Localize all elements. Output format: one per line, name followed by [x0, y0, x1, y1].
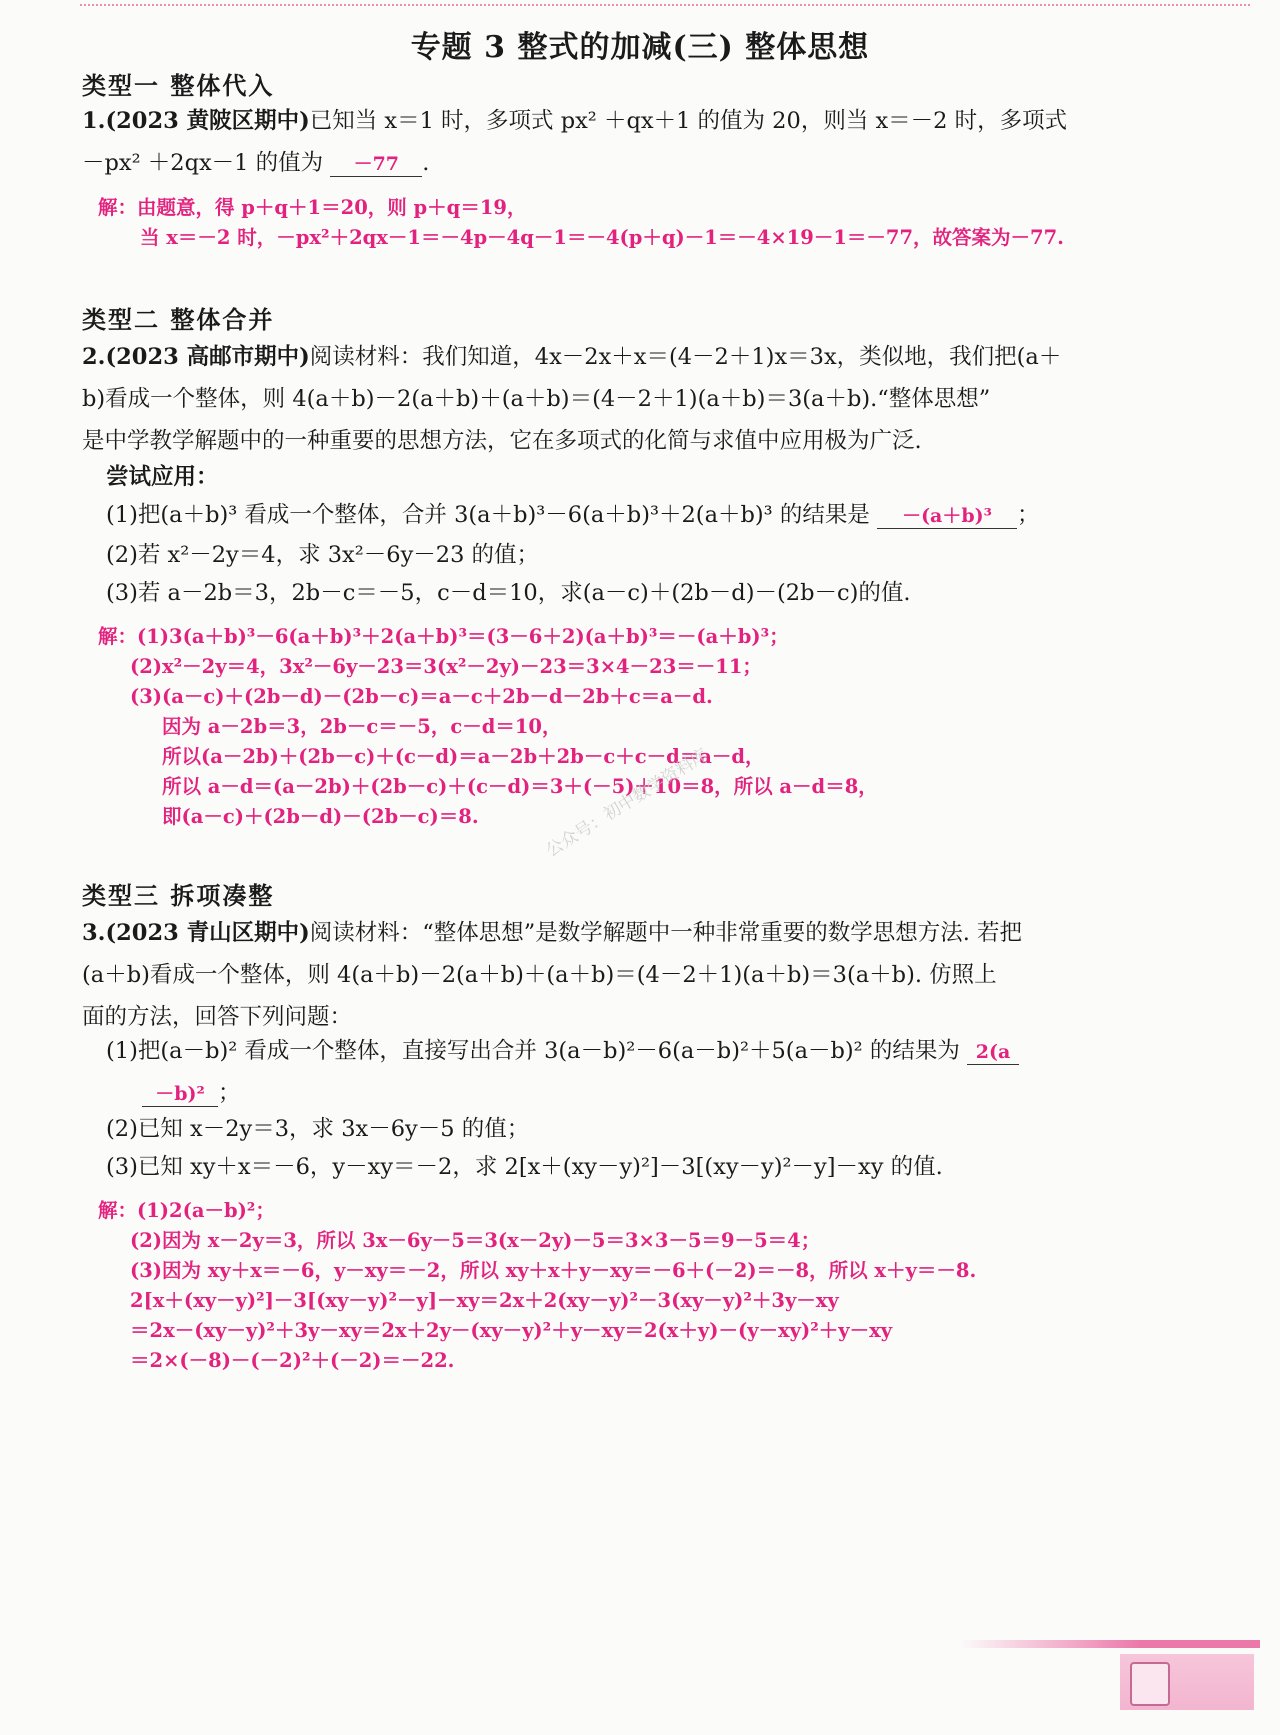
problem-2-sub1-text: (1)把(a＋b)³ 看成一个整体，合并 3(a＋b)³－6(a＋b)³＋2(a＋b)³ 的结果是 [106, 502, 870, 528]
page-title: 专题 3 整式的加减(三) 整体思想 [410, 30, 870, 65]
problem-1 [82, 100, 1182, 184]
solution-2-line7: 即(a－c)＋(2b－d)－(2b－c)＝8. [162, 805, 479, 828]
problem-3-sub1-answer-part2: －b)² [142, 1082, 218, 1107]
problem-3-number: 3. [82, 920, 106, 946]
page-corner-decoration [960, 1640, 1260, 1710]
problem-2-sub1-answer: －(a＋b)³ [877, 504, 1017, 529]
problem-3-sub1-answer-part1: 2(a [967, 1040, 1019, 1065]
problem-3-sub1-end: ； [218, 1080, 241, 1106]
solution-3-line5: ＝2x－(xy－y)²＋3y－xy＝2x＋2y－(xy－y)²＋y－xy＝2(x＋y)－(y－xy)²＋y－xy [130, 1319, 893, 1342]
solution-2-line1: 解：(1)3(a＋b)³－6(a＋b)³＋2(a＋b)³＝(3－6＋2)(a＋b)³＝－(a＋b)³； [98, 625, 789, 648]
section-2-heading: 类型二 整体合并 [82, 305, 275, 334]
corner-gradient-bar [960, 1640, 1260, 1648]
problem-2-try-label: 尝试应用： [106, 464, 219, 490]
problem-3-text-line1: 阅读材料：“整体思想”是数学解题中一种非常重要的数学思想方法. 若把 [309, 920, 1023, 946]
problem-1-answer: －77 [330, 152, 422, 177]
problem-1-end: . [422, 150, 430, 176]
problem-2-sub3: (3)若 a－2b＝3，2b－c＝－5，c－d＝10，求(a－c)＋(2b－d)－(2b－c)的值. [106, 580, 911, 606]
problem-3-sub2: (2)已知 x－2y＝3，求 3x－6y－5 的值； [106, 1116, 530, 1142]
problem-2-text-line1: 阅读材料：我们知道，4x－2x＋x＝(4－2＋1)x＝3x，类似地，我们把(a＋ [309, 344, 1062, 370]
solution-3-line2: (2)因为 x－2y＝3，所以 3x－6y－5＝3(x－2y)－5＝3×3－5＝9－5＝4； [130, 1229, 821, 1252]
solution-2-line5: 所以(a－2b)＋(2b－c)＋(c－d)＝a－2b＋2b－c＋c－d＝a－d， [162, 745, 765, 768]
problem-3-sub1 [106, 1030, 1186, 1114]
section-1-heading: 类型一 整体代入 [82, 71, 275, 100]
solution-3-line4: 2[x＋(xy－y)²]－3[(xy－y)²－y]－xy＝2x＋2(xy－y)²－3(xy－y)²＋3y－xy [130, 1289, 839, 1312]
problem-2-text-line3: 是中学教学解题中的一种重要的思想方法，它在多项式的化简与求值中应用极为广泛. [82, 428, 922, 454]
problem-3-text-line2: (a＋b)看成一个整体，则 4(a＋b)－2(a＋b)＋(a＋b)＝(4－2＋1)(a＋b)＝3(a＋b). 仿照上 [82, 962, 997, 988]
solution-1-line2: 当 x＝－2 时，－px²＋2qx－1＝－4p－4q－1＝－4(p＋q)－1＝－4×19－1＝－77，故答案为－77. [140, 226, 1064, 249]
problem-3-sub3: (3)已知 xy＋x＝－6，y－xy＝－2，求 2[x＋(xy－y)²]－3[(xy－y)²－y]－xy 的值. [106, 1154, 943, 1180]
problem-3-sub1-text: (1)把(a－b)² 看成一个整体，直接写出合并 3(a－b)²－6(a－b)²＋5(a－b)² 的结果为 [106, 1038, 960, 1064]
problem-3-source: (2023 青山区期中) [105, 920, 310, 946]
problem-1-number: 1. [82, 108, 106, 134]
problem-2 [82, 336, 1182, 462]
problem-2-sub2: (2)若 x²－2y＝4，求 3x²－6y－23 的值； [106, 542, 540, 568]
problem-2-sub1 [106, 494, 1186, 536]
solution-2-line3: (3)(a－c)＋(2b－d)－(2b－c)＝a－c＋2b－d－2b＋c＝a－d. [130, 685, 713, 708]
top-dotted-line [80, 4, 1250, 6]
solution-2-line4: 因为 a－2b＝3，2b－c＝－5，c－d＝10， [162, 715, 562, 738]
problem-1-text-line2: －px² ＋2qx－1 的值为 [82, 150, 324, 176]
problem-2-source: (2023 高邮市期中) [105, 344, 310, 370]
page-number-frame [1130, 1662, 1170, 1706]
solution-1-line1: 解：由题意，得 p＋q＋1＝20，则 p＋q＝19， [98, 196, 527, 219]
section-3-heading: 类型三 拆项凑整 [82, 881, 275, 910]
problem-1-text-line1: 已知当 x＝1 时，多项式 px² ＋qx＋1 的值为 20，则当 x＝－2 时，多项式 [309, 108, 1068, 134]
solution-2-line2: (2)x²－2y＝4，3x²－6y－23＝3(x²－2y)－23＝3×4－23＝－11； [130, 655, 762, 678]
problem-1-source: (2023 黄陂区期中) [105, 108, 310, 134]
problem-2-sub1-end: ； [1017, 502, 1040, 528]
solution-3-line6: ＝2×(－8)－(－2)²＋(－2)＝－22. [130, 1349, 455, 1372]
watermark: 公众号：初中数学资料库 [542, 745, 712, 862]
problem-2-text-line2: b)看成一个整体，则 4(a＋b)－2(a＋b)＋(a＋b)＝(4－2＋1)(a＋b)＝3(a＋b).“整体思想” [82, 386, 991, 412]
solution-3-line1: 解：(1)2(a－b)²； [98, 1199, 275, 1222]
problem-3-text-line3: 面的方法，回答下列问题： [82, 1004, 353, 1030]
solution-3-line3: (3)因为 xy＋x＝－6，y－xy＝－2，所以 xy＋x＋y－xy＝－6＋(－2)＝－8，所以 x＋y＝－8. [130, 1259, 977, 1282]
problem-3 [82, 912, 1182, 1038]
solution-2-line6: 所以 a－d＝(a－2b)＋(2b－c)＋(c－d)＝3＋(－5)＋10＝8，所以 a－d＝8， [162, 775, 878, 798]
problem-2-number: 2. [82, 344, 106, 370]
